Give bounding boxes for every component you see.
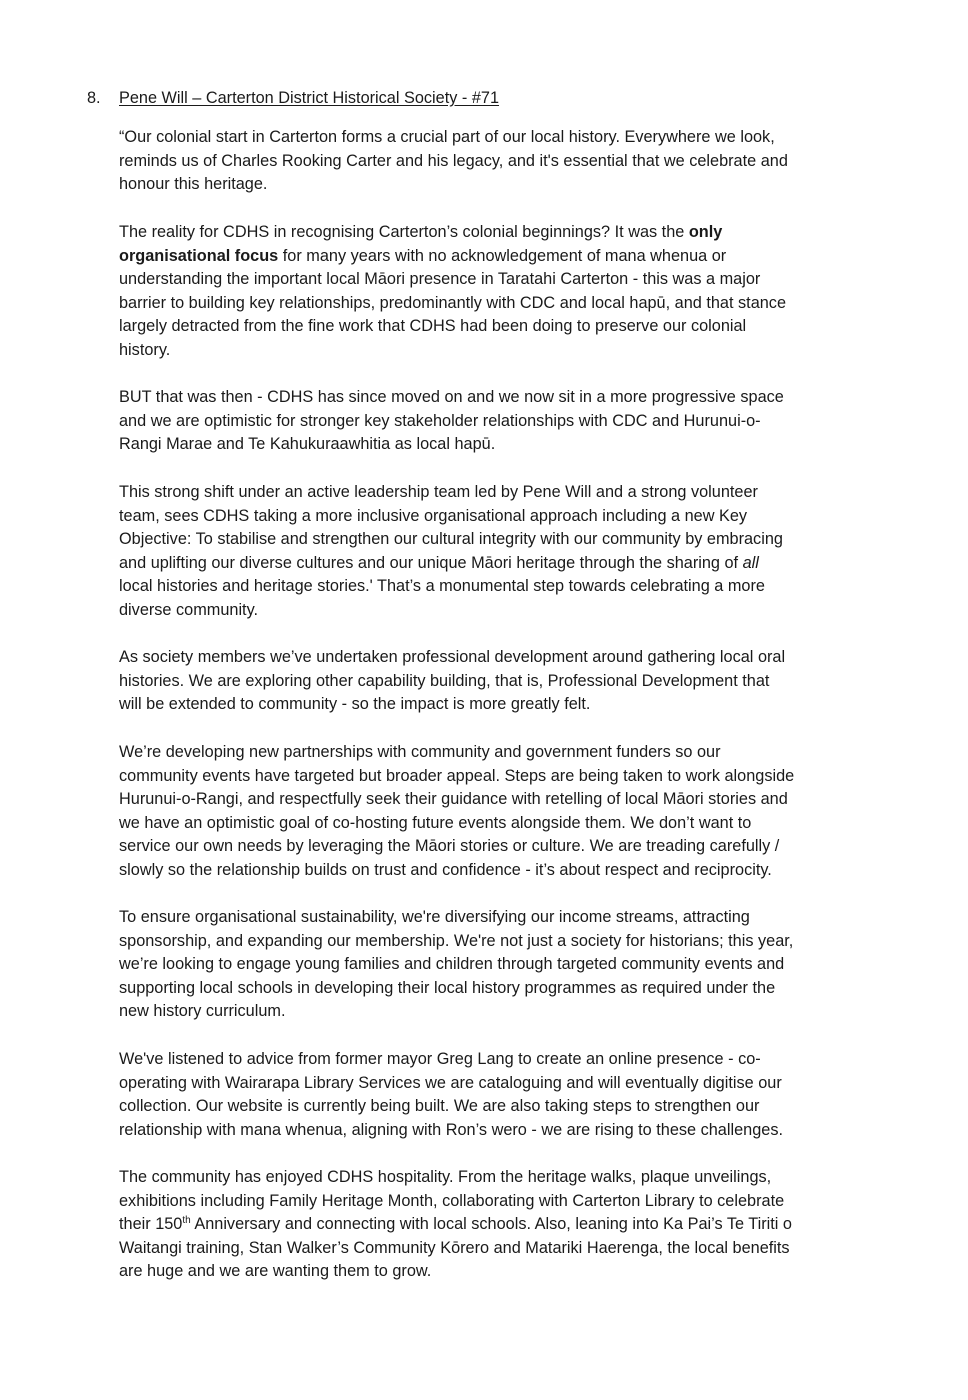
text-line: BUT that was then - CDHS has since moved on and we now sit in a more progressive space xyxy=(119,388,784,406)
italic-text: all xyxy=(742,553,759,572)
paragraph-2 xyxy=(119,221,864,363)
section-number: 8. xyxy=(87,89,101,107)
text-line: history. xyxy=(119,340,171,359)
text-line: diverse community. xyxy=(119,600,259,619)
text-line: team, sees CDHS taking a more inclusive organisational approach including a new Key xyxy=(119,506,748,525)
text-line: honour this heritage. xyxy=(119,175,268,194)
text-line: collection. Our website is currently being built. We are also taking steps to strengthen our xyxy=(119,1097,760,1116)
paragraph-6 xyxy=(119,741,864,883)
text-line: local histories and heritage stories.' That’s a monumental step towards celebrating a more xyxy=(119,577,765,596)
text-line: Waitangi training, Stan Walker’s Community Kōrero and Matariki Haerenga, the local benefits xyxy=(119,1238,790,1257)
text-line: We've listened to advice from former mayor Greg Lang to create an online presence - co- xyxy=(119,1050,761,1068)
paragraph-7 xyxy=(119,906,864,1024)
text-line: To ensure organisational sustainability, we're diversifying our income streams, attracting xyxy=(119,908,750,926)
text-run: their 150 xyxy=(119,1215,183,1234)
text-line: supporting local schools in developing their local history programmes as required under the xyxy=(119,978,776,997)
text-line xyxy=(119,245,864,269)
text-line: barrier to building key relationships, predominantly with CDC and local hapū, and that stance xyxy=(119,293,786,312)
text-line xyxy=(119,552,864,576)
paragraph-4 xyxy=(119,481,864,623)
text-line: are huge and we are wanting them to grow. xyxy=(119,1262,432,1281)
text-line: The community has enjoyed CDHS hospitality. From the heritage walks, plaque unveilings, xyxy=(119,1168,772,1186)
paragraph-3 xyxy=(119,386,864,457)
superscript: th xyxy=(182,1215,191,1227)
paragraph-1 xyxy=(119,126,864,197)
bold-text: organisational focus xyxy=(119,246,279,265)
text-line: service our own needs by leveraging the Māori stories or culture. We are treading carefully / xyxy=(119,837,780,856)
text-line: We’re developing new partnerships with community and government funders so our xyxy=(119,743,721,761)
paragraph-8 xyxy=(119,1048,864,1142)
section-title: Pene Will – Carterton District Historical Society - #71 xyxy=(119,89,500,107)
text-line: Hurunui-o-Rangi, and respectfully seek their guidance with retelling of local Māori stories and xyxy=(119,790,788,809)
text-run: and uplifting our diverse cultures and our unique Māori heritage through the sharing of xyxy=(119,553,743,572)
text-line: Objective: To stabilise and strengthen our cultural integrity with our community by embracing xyxy=(119,530,783,549)
text-line: largely detracted from the fine work that CDHS had been doing to preserve our colonial xyxy=(119,317,747,336)
text-line: community events have targeted but broader appeal. Steps are being taken to work alongside xyxy=(119,766,795,785)
text-line xyxy=(119,1213,864,1237)
text-line: and we are optimistic for stronger key stakeholder relationships with CDC and Hurunui-o- xyxy=(119,411,761,430)
text-line: relationship with mana whenua, aligning with Ron’s wero - we are rising to these challenges. xyxy=(119,1120,783,1139)
text-line: will be extended to community - so the impact is more greatly felt. xyxy=(119,695,591,714)
text-line: reminds us of Charles Rooking Carter and his legacy, and it's essential that we celebrate and xyxy=(119,151,788,170)
text-line: operating with Wairarapa Library Services we are cataloguing and will eventually digitise our xyxy=(119,1073,782,1092)
text-run: Anniversary and connecting with local schools. Also, leaning into Ka Pai’s Te Tiriti o xyxy=(190,1215,792,1234)
text-line: As society members we’ve undertaken professional development around gathering local oral xyxy=(119,648,786,666)
text-line: “Our colonial start in Carterton forms a crucial part of our local history. Everywhere we look, xyxy=(119,128,775,146)
text-line: slowly so the relationship builds on trust and confidence - it’s about respect and reciprocity. xyxy=(119,860,772,879)
text-line: histories. We are exploring other capability building, that is, Professional Development that xyxy=(119,671,770,690)
text-run: The reality for CDHS in recognising Carterton’s colonial beginnings? It was the xyxy=(119,223,689,241)
text-run: for many years with no acknowledgement of mana whenua or xyxy=(278,246,727,265)
text-line xyxy=(119,221,864,245)
text-line: we have an optimistic goal of co-hosting future events alongside them. We don’t want to xyxy=(119,813,752,832)
section-heading xyxy=(87,87,499,111)
bold-text: only xyxy=(688,223,723,241)
paragraph-9 xyxy=(119,1166,864,1284)
text-line: sponsorship, and expanding our membership. We're not just a society for historians; this year, xyxy=(119,931,794,950)
text-line: This strong shift under an active leadership team led by Pene Will and a strong volunteer xyxy=(119,483,758,501)
text-line: Rangi Marae and Te Kahukuraawhitia as local hapū. xyxy=(119,435,496,454)
text-line: new history curriculum. xyxy=(119,1002,286,1021)
paragraph-5 xyxy=(119,646,864,717)
text-line: understanding the important local Māori presence in Taratahi Carterton - this was a major xyxy=(119,270,761,289)
text-line: we’re looking to engage young families and children through targeted community events and xyxy=(119,955,785,974)
text-line: exhibitions including Family Heritage Month, collaborating with Carterton Library to celebrate xyxy=(119,1191,785,1210)
